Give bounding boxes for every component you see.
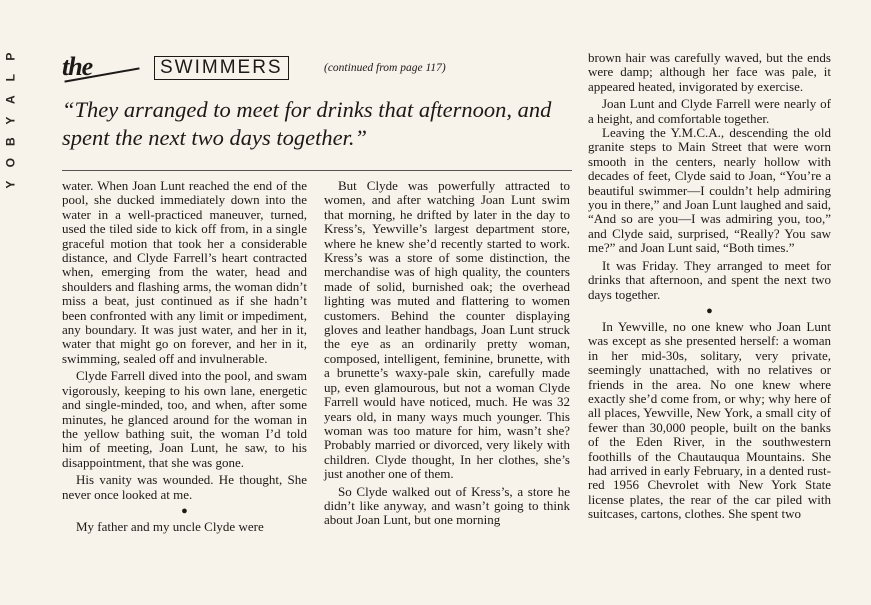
divider [62, 170, 572, 171]
column-1 [62, 179, 307, 534]
paragraph: Leaving the Y.M.C.A., descending the old granite steps to Main Street that were worn smooth in the centers, nearly hollow with decades of feet, Clyde said to Joan, “You’re a beautiful swimmer—I couldn’t help admiring you in there,” and Joan Lunt laughed and said, “And so are you—I was admiring you, too,” and Clyde said, surprised, “Really? You saw me?” and Joan Lunt said, “Both times.” [588, 125, 831, 256]
section-bullet: ● [181, 504, 188, 517]
paragraph: In Yewville, no one knew who Joan Lunt was except as she presented herself: a woman in her mid-30s, solitary, very private, seemingly unattached, with no relatives or friends in the area. No one knew where exactly she’d come from, or why; why here of all places, Yewville, New York, a small city of fewer than 30,000 people, built on the banks of the Eden River, in the southwestern foothills of the Chautauqua Mountains. She had arrived in early February, in a dented rust-red 1956 Chevrolet with New York State license plates, the rear of the car piled with suitcases, cartons, clothes. She spent two [588, 318, 831, 522]
paragraph: brown hair was carefully waved, but the ends were damp; although her face was pale, it appeared heated, invigorated by exercise. [588, 50, 831, 94]
running-head-letter: L [3, 74, 18, 82]
pull-quote: “They arranged to meet for drinks that afternoon, and spent the next two days together.” [62, 97, 552, 150]
section-bullet: ● [706, 304, 713, 317]
continued-note: (continued from page 117) [324, 62, 446, 74]
paragraph: water. When Joan Lunt reached the end of the pool, she ducked immediately down into the water in a well-practiced maneuver, turned, used the tiled side to kick off from, in a single graceful motion that took her a considerable distance, and Clyde Farrell’s heart contracted when, emerging from the water, head and shoulders and flashing arms, the woman didn’t miss a beat, just continued as if she hadn’t been confronted with any limit or impediment, any boundary. It was just water, and her in it, water that might go on forever, and her in it, swimming, sealed off and invulnerable. [62, 178, 307, 366]
paragraph: His vanity was wounded. He thought, She never once looked at me. [62, 472, 307, 502]
column-3 [588, 51, 831, 522]
running-head-vertical [0, 46, 22, 195]
paragraph: But Clyde was powerfully attracted to women, and after watching Joan Lunt swim that morning, he drifted by later in the day to Kress’s, Yewville’s largest department store, where he knew she’d recently started to work. Kress’s was a store of some distinction, the merchandise was of high quality, the counters made of solid, burnished oak; the overhead lighting was muted and flattering to women customers. Behind the counter displaying gloves and leather handbags, Joan Lunt struck the eye as an ordinarily pretty woman, composed, intelligent, feminine, brunette, with a brunette’s waxy-pale skin, carefully made up, even glamourous, but not a woman Clyde Farrell would have noticed, much. He was 32 years old, in many ways much younger. This woman was too mature for him, wasn’t she? Probably married or divorced, very likely with children. Clyde thought, In her clothes, she’s just another one of them. [324, 178, 570, 482]
running-head-letter: B [3, 137, 18, 147]
running-head-letter: P [3, 52, 18, 61]
paragraph: So Clyde walked out of Kress’s, a store he didn’t like anyway, and wasn’t going to think about Joan Lunt, but one morning [324, 483, 570, 528]
the-logotype: the [62, 52, 93, 81]
running-head-letter: O [3, 158, 18, 168]
running-head-letter: Y [3, 180, 18, 189]
paragraph: It was Friday. They arranged to meet for drinks that afternoon, and spent the next two days together. [588, 257, 831, 302]
column-2 [324, 179, 570, 528]
paragraph: My father and my uncle Clyde were [76, 518, 264, 534]
section-title: SWIMMERS [154, 56, 289, 80]
running-head-letter: Y [3, 116, 18, 125]
paragraph: Clyde Farrell dived into the pool, and swam vigorously, keeping to his own lane, energetic and single-minded, too, and when, after some minutes, he glanced around for the woman in the yellow bathing suit, the woman I’d told him of meeting, Joan Lunt, he saw, to his disappointment, that she was gone. [62, 368, 307, 470]
paragraph: Joan Lunt and Clyde Farrell were nearly of a height, and comfortable together. [588, 96, 831, 126]
running-head-letter: A [3, 94, 18, 104]
